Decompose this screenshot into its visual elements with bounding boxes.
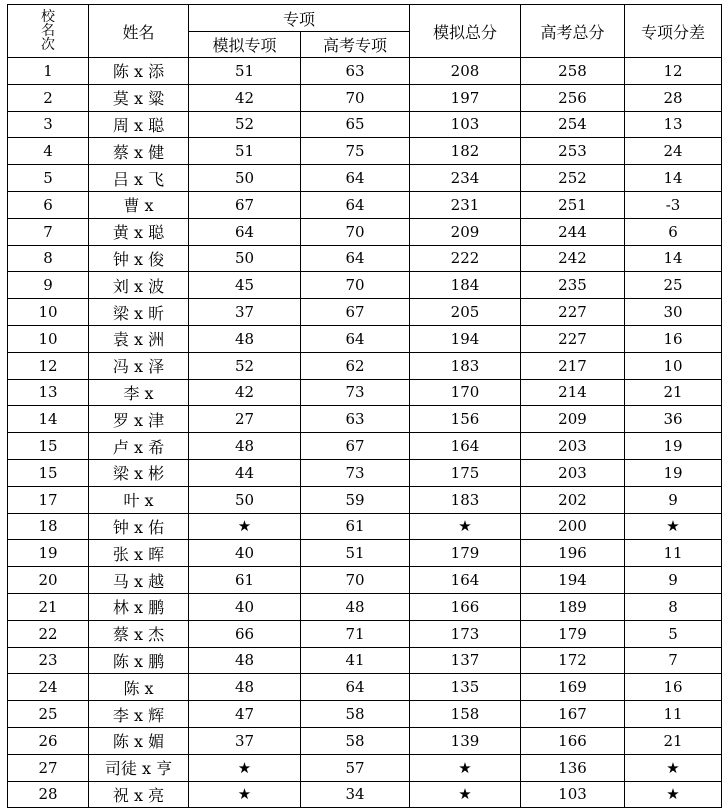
cell-rank: 18: [8, 513, 89, 540]
cell-rank: 27: [8, 754, 89, 781]
table-row: [8, 58, 722, 85]
cell-mock-total: 164: [410, 433, 521, 460]
header-rank-label: 校名次: [41, 8, 55, 53]
table-row: [8, 754, 722, 781]
cell-rank: 3: [8, 111, 89, 138]
table-body: [8, 58, 722, 808]
cell-mock-special: 40: [189, 540, 301, 567]
table-row: [8, 540, 722, 567]
cell-mock-total: 222: [410, 245, 521, 272]
cell-gaokao-total: 253: [521, 138, 625, 165]
cell-name: 刘 x 波: [89, 272, 189, 299]
cell-gaokao-total: 227: [521, 299, 625, 326]
cell-special-diff: 7: [625, 647, 722, 674]
cell-gaokao-special: 64: [301, 245, 410, 272]
cell-mock-special: 27: [189, 406, 301, 433]
cell-rank: 28: [8, 781, 89, 808]
cell-special-diff: 24: [625, 138, 722, 165]
cell-mock-total: 175: [410, 459, 521, 486]
cell-name: 李 x: [89, 379, 189, 406]
cell-name: 曹 x: [89, 191, 189, 218]
header-gaokao-special: 高考专项: [301, 32, 410, 58]
cell-rank: 15: [8, 459, 89, 486]
cell-special-diff: ★: [625, 513, 722, 540]
cell-name: 司徒 x 亨: [89, 754, 189, 781]
cell-mock-total: ★: [410, 754, 521, 781]
cell-special-diff: 30: [625, 299, 722, 326]
cell-rank: 15: [8, 433, 89, 460]
table-row: [8, 138, 722, 165]
cell-mock-total: 209: [410, 218, 521, 245]
cell-name: 叶 x: [89, 486, 189, 513]
cell-gaokao-total: 258: [521, 58, 625, 85]
cell-gaokao-total: 242: [521, 245, 625, 272]
cell-name: 张 x 晖: [89, 540, 189, 567]
header-gaokao-total: 高考总分: [521, 5, 625, 58]
cell-mock-special: 48: [189, 674, 301, 701]
cell-mock-special: 37: [189, 727, 301, 754]
table-row: [8, 647, 722, 674]
cell-gaokao-total: 244: [521, 218, 625, 245]
cell-special-diff: 14: [625, 165, 722, 192]
cell-gaokao-special: 75: [301, 138, 410, 165]
cell-rank: 19: [8, 540, 89, 567]
cell-special-diff: -3: [625, 191, 722, 218]
cell-name: 林 x 鹏: [89, 593, 189, 620]
header-rank: [8, 5, 89, 58]
cell-mock-special: 67: [189, 191, 301, 218]
cell-name: 袁 x 洲: [89, 325, 189, 352]
cell-rank: 22: [8, 620, 89, 647]
cell-special-diff: 9: [625, 567, 722, 594]
cell-gaokao-special: 58: [301, 727, 410, 754]
cell-rank: 5: [8, 165, 89, 192]
cell-gaokao-total: 203: [521, 433, 625, 460]
cell-gaokao-total: 194: [521, 567, 625, 594]
cell-special-diff: ★: [625, 781, 722, 808]
cell-mock-total: 170: [410, 379, 521, 406]
table-row: [8, 433, 722, 460]
cell-gaokao-total: 256: [521, 84, 625, 111]
cell-gaokao-special: 70: [301, 218, 410, 245]
cell-rank: 14: [8, 406, 89, 433]
cell-name: 冯 x 泽: [89, 352, 189, 379]
cell-gaokao-special: 64: [301, 165, 410, 192]
cell-name: 梁 x 昕: [89, 299, 189, 326]
cell-mock-special: 42: [189, 84, 301, 111]
cell-special-diff: 11: [625, 701, 722, 728]
cell-mock-special: ★: [189, 754, 301, 781]
cell-special-diff: 36: [625, 406, 722, 433]
cell-gaokao-special: 70: [301, 567, 410, 594]
cell-rank: 23: [8, 647, 89, 674]
table-row: [8, 406, 722, 433]
cell-rank: 12: [8, 352, 89, 379]
cell-mock-total: 184: [410, 272, 521, 299]
table-row: [8, 111, 722, 138]
cell-mock-total: 182: [410, 138, 521, 165]
table-row: [8, 674, 722, 701]
table-row: [8, 84, 722, 111]
cell-special-diff: 6: [625, 218, 722, 245]
cell-mock-total: 208: [410, 58, 521, 85]
cell-gaokao-special: 63: [301, 58, 410, 85]
cell-rank: 20: [8, 567, 89, 594]
table-row: [8, 352, 722, 379]
cell-rank: 1: [8, 58, 89, 85]
cell-rank: 8: [8, 245, 89, 272]
table-row: [8, 379, 722, 406]
cell-name: 梁 x 彬: [89, 459, 189, 486]
cell-gaokao-total: 252: [521, 165, 625, 192]
cell-gaokao-total: 235: [521, 272, 625, 299]
table-row: [8, 486, 722, 513]
cell-gaokao-total: 172: [521, 647, 625, 674]
cell-mock-special: 44: [189, 459, 301, 486]
cell-name: 陈 x 添: [89, 58, 189, 85]
cell-mock-special: 45: [189, 272, 301, 299]
cell-name: 蔡 x 健: [89, 138, 189, 165]
table-row: [8, 191, 722, 218]
cell-gaokao-special: 64: [301, 674, 410, 701]
cell-special-diff: 9: [625, 486, 722, 513]
cell-mock-total: 179: [410, 540, 521, 567]
cell-gaokao-total: 103: [521, 781, 625, 808]
cell-mock-special: 50: [189, 165, 301, 192]
cell-mock-total: 135: [410, 674, 521, 701]
cell-rank: 21: [8, 593, 89, 620]
cell-gaokao-special: 61: [301, 513, 410, 540]
cell-gaokao-special: 62: [301, 352, 410, 379]
cell-mock-special: ★: [189, 513, 301, 540]
cell-gaokao-total: 179: [521, 620, 625, 647]
cell-special-diff: 8: [625, 593, 722, 620]
cell-gaokao-total: 167: [521, 701, 625, 728]
table-row: [8, 701, 722, 728]
cell-gaokao-total: 136: [521, 754, 625, 781]
header-mock-total: 模拟总分: [410, 5, 521, 58]
cell-gaokao-total: 196: [521, 540, 625, 567]
cell-special-diff: 19: [625, 433, 722, 460]
cell-mock-special: 48: [189, 647, 301, 674]
cell-name: 周 x 聪: [89, 111, 189, 138]
cell-rank: 26: [8, 727, 89, 754]
cell-mock-special: 47: [189, 701, 301, 728]
cell-mock-total: 183: [410, 486, 521, 513]
cell-mock-total: ★: [410, 513, 521, 540]
cell-special-diff: 11: [625, 540, 722, 567]
cell-rank: 17: [8, 486, 89, 513]
cell-mock-total: 139: [410, 727, 521, 754]
cell-gaokao-special: 67: [301, 299, 410, 326]
cell-rank: 10: [8, 325, 89, 352]
cell-mock-special: 40: [189, 593, 301, 620]
cell-mock-special: 51: [189, 138, 301, 165]
table-row: [8, 620, 722, 647]
cell-name: 吕 x 飞: [89, 165, 189, 192]
cell-gaokao-special: 64: [301, 325, 410, 352]
cell-mock-special: 64: [189, 218, 301, 245]
cell-gaokao-total: 217: [521, 352, 625, 379]
table-row: [8, 218, 722, 245]
cell-special-diff: 16: [625, 674, 722, 701]
cell-gaokao-total: 227: [521, 325, 625, 352]
cell-name: 钟 x 佑: [89, 513, 189, 540]
cell-special-diff: 10: [625, 352, 722, 379]
cell-gaokao-special: 67: [301, 433, 410, 460]
cell-rank: 24: [8, 674, 89, 701]
cell-gaokao-total: 251: [521, 191, 625, 218]
cell-special-diff: ★: [625, 754, 722, 781]
cell-mock-special: 42: [189, 379, 301, 406]
cell-name: 祝 x 亮: [89, 781, 189, 808]
cell-mock-total: 194: [410, 325, 521, 352]
cell-name: 钟 x 俊: [89, 245, 189, 272]
cell-mock-special: 37: [189, 299, 301, 326]
cell-special-diff: 21: [625, 379, 722, 406]
cell-gaokao-special: 70: [301, 272, 410, 299]
cell-name: 蔡 x 杰: [89, 620, 189, 647]
cell-mock-total: 173: [410, 620, 521, 647]
cell-gaokao-total: 169: [521, 674, 625, 701]
cell-mock-total: ★: [410, 781, 521, 808]
cell-special-diff: 25: [625, 272, 722, 299]
cell-mock-special: 52: [189, 352, 301, 379]
cell-gaokao-total: 202: [521, 486, 625, 513]
cell-gaokao-special: 57: [301, 754, 410, 781]
table-row: [8, 513, 722, 540]
cell-mock-total: 158: [410, 701, 521, 728]
cell-rank: 25: [8, 701, 89, 728]
cell-mock-special: 50: [189, 486, 301, 513]
cell-name: 马 x 越: [89, 567, 189, 594]
table-row: [8, 165, 722, 192]
cell-mock-special: 61: [189, 567, 301, 594]
cell-mock-total: 231: [410, 191, 521, 218]
cell-mock-total: 197: [410, 84, 521, 111]
table-header: [8, 5, 722, 58]
table-row: [8, 727, 722, 754]
cell-rank: 13: [8, 379, 89, 406]
cell-gaokao-special: 73: [301, 379, 410, 406]
table-row: [8, 245, 722, 272]
cell-mock-special: 50: [189, 245, 301, 272]
cell-mock-special: 48: [189, 325, 301, 352]
cell-gaokao-special: 58: [301, 701, 410, 728]
cell-gaokao-special: 41: [301, 647, 410, 674]
cell-mock-total: 137: [410, 647, 521, 674]
table-row: [8, 459, 722, 486]
cell-gaokao-total: 203: [521, 459, 625, 486]
cell-mock-total: 183: [410, 352, 521, 379]
cell-rank: 7: [8, 218, 89, 245]
table-row: [8, 567, 722, 594]
cell-mock-total: 156: [410, 406, 521, 433]
table-row: [8, 299, 722, 326]
cell-mock-total: 164: [410, 567, 521, 594]
cell-gaokao-special: 63: [301, 406, 410, 433]
score-table: [7, 4, 722, 808]
cell-gaokao-special: 59: [301, 486, 410, 513]
cell-mock-special: 52: [189, 111, 301, 138]
cell-special-diff: 21: [625, 727, 722, 754]
cell-mock-total: 205: [410, 299, 521, 326]
cell-gaokao-special: 64: [301, 191, 410, 218]
cell-gaokao-special: 51: [301, 540, 410, 567]
table-row: [8, 272, 722, 299]
cell-rank: 4: [8, 138, 89, 165]
cell-gaokao-special: 71: [301, 620, 410, 647]
cell-gaokao-special: 48: [301, 593, 410, 620]
cell-rank: 6: [8, 191, 89, 218]
cell-name: 罗 x 津: [89, 406, 189, 433]
cell-gaokao-total: 200: [521, 513, 625, 540]
table-row: [8, 325, 722, 352]
cell-special-diff: 13: [625, 111, 722, 138]
cell-gaokao-special: 70: [301, 84, 410, 111]
cell-name: 莫 x 粱: [89, 84, 189, 111]
cell-mock-special: 51: [189, 58, 301, 85]
cell-special-diff: 19: [625, 459, 722, 486]
cell-mock-total: 234: [410, 165, 521, 192]
cell-gaokao-total: 209: [521, 406, 625, 433]
table-row: [8, 781, 722, 808]
cell-rank: 10: [8, 299, 89, 326]
cell-rank: 9: [8, 272, 89, 299]
cell-name: 李 x 辉: [89, 701, 189, 728]
cell-gaokao-special: 65: [301, 111, 410, 138]
cell-mock-total: 166: [410, 593, 521, 620]
cell-special-diff: 14: [625, 245, 722, 272]
header-special-diff: 专项分差: [625, 5, 722, 58]
cell-special-diff: 16: [625, 325, 722, 352]
cell-special-diff: 5: [625, 620, 722, 647]
cell-name: 黄 x 聪: [89, 218, 189, 245]
cell-special-diff: 12: [625, 58, 722, 85]
header-special: 专项: [189, 5, 410, 32]
cell-name: 卢 x 希: [89, 433, 189, 460]
cell-gaokao-total: 189: [521, 593, 625, 620]
cell-rank: 2: [8, 84, 89, 111]
header-name: 姓名: [89, 5, 189, 58]
cell-special-diff: 28: [625, 84, 722, 111]
cell-gaokao-total: 214: [521, 379, 625, 406]
cell-gaokao-total: 254: [521, 111, 625, 138]
cell-name: 陈 x 媚: [89, 727, 189, 754]
cell-mock-special: 48: [189, 433, 301, 460]
header-mock-special: 模拟专项: [189, 32, 301, 58]
cell-mock-special: 66: [189, 620, 301, 647]
table-row: [8, 593, 722, 620]
cell-name: 陈 x: [89, 674, 189, 701]
cell-mock-special: ★: [189, 781, 301, 808]
cell-name: 陈 x 鹏: [89, 647, 189, 674]
cell-gaokao-total: 166: [521, 727, 625, 754]
cell-gaokao-special: 73: [301, 459, 410, 486]
cell-mock-total: 103: [410, 111, 521, 138]
cell-gaokao-special: 34: [301, 781, 410, 808]
